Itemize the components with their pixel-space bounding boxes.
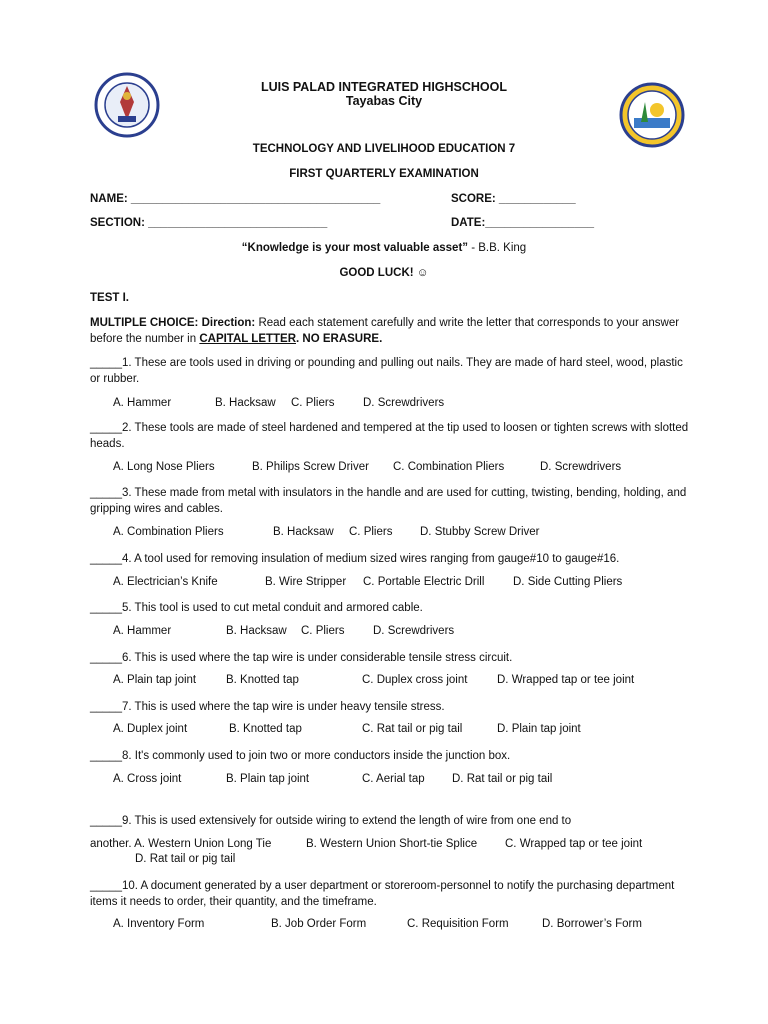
choice: D. Screwdrivers (363, 397, 445, 409)
choice: D. Rat tail or pig tail (452, 773, 553, 785)
question-2: _____2. These tools are made of steel hardened and tempered at the tip used to loosen or tighten screws with slotted heads. (90, 422, 689, 450)
name-field: NAME: _______________________________________ (90, 193, 381, 205)
school-city: Tayabas City (345, 94, 423, 108)
choice: C. Rat tail or pig tail (362, 723, 463, 735)
choice: A. Cross joint (113, 773, 182, 785)
question-7: _____7. This is used where the tap wire is under heavy tensile stress. (90, 701, 445, 713)
choice: D. Wrapped tap or tee joint (497, 674, 635, 686)
quote-text: “Knowledge is your most valuable asset” (241, 242, 469, 254)
choice: A. Hammer (113, 397, 172, 409)
choice: C. Requisition Form (407, 918, 509, 930)
question-4: _____4. A tool used for removing insulation of medium sized wires ranging from gauge#10 to gauge#16. (90, 553, 620, 565)
choice: C. Combination Pliers (393, 461, 505, 473)
question-6: _____6. This is used where the tap wire is under considerable tensile stress circuit. (90, 652, 513, 664)
choice: A. Hammer (113, 625, 172, 637)
question-3: _____3. These made from metal with insulators in the handle and are used for cutting, twisting, bending, holding, and gripping wires and cables. (90, 487, 687, 515)
exam-title: FIRST QUARTERLY EXAMINATION (289, 168, 479, 180)
test-title: TEST I. (90, 292, 129, 304)
choice: C. Duplex cross joint (362, 674, 468, 686)
choice: A. Electrician’s Knife (113, 576, 218, 588)
subject-title: TECHNOLOGY AND LIVELIHOOD EDUCATION 7 (252, 143, 516, 155)
question-1: _____1. These are tools used in driving or pounding and pulling out nails. They are made of hard steel, wood, plastic or rubber. (90, 357, 683, 385)
choice: D. Stubby Screw Driver (420, 526, 540, 538)
question-9: _____9. This is used extensively for outside wiring to extend the length of wire from one end to (90, 815, 572, 827)
choice: A. Inventory Form (113, 918, 205, 930)
score-field: SCORE: ____________ (451, 193, 576, 205)
quote (0, 242, 768, 254)
choice: B. Wire Stripper (265, 576, 347, 588)
question-5: _____5. This tool is used to cut metal conduit and armored cable. (90, 602, 423, 614)
question-8: _____8. It's commonly used to join two or more conductors inside the junction box. (90, 750, 511, 762)
choice: B. Western Union Short-tie Splice (306, 838, 478, 850)
choice: B. Job Order Form (271, 918, 367, 930)
choice: B. Knotted tap (226, 674, 299, 686)
choice: B. Plain tap joint (226, 773, 310, 785)
choice: D. Borrower’s Form (542, 918, 642, 930)
choice: B. Hacksaw (226, 625, 287, 637)
choice: A. Plain tap joint (113, 674, 197, 686)
choice: C. Aerial tap (362, 773, 425, 785)
choice: B. Hacksaw (215, 397, 276, 409)
choice: D. Screwdrivers (373, 625, 455, 637)
good-luck: GOOD LUCK! ☺ (339, 267, 429, 279)
capital-letter-text: CAPITAL LETTER (199, 333, 297, 345)
choice: D. Screwdrivers (540, 461, 622, 473)
quote-author: - B.B. King (468, 242, 527, 254)
school-name: LUIS PALAD INTEGRATED HIGHSCHOOL (260, 80, 508, 94)
choice: C. Pliers (291, 397, 335, 409)
choice: A. Duplex joint (113, 723, 188, 735)
choice: C. Pliers (349, 526, 393, 538)
section-field: SECTION: ____________________________ (90, 217, 328, 229)
choice: D. Side Cutting Pliers (513, 576, 623, 588)
direction-text: Read each statement carefully and write the letter that corresponds to your answer before the number in (90, 317, 680, 345)
choice: B. Knotted tap (229, 723, 302, 735)
choice: B. Philips Screw Driver (252, 461, 369, 473)
question-10: _____10. A document generated by a user department or storeroom-personnel to notify the purchasing department items it needs to order, their quantity, and the timeframe. (90, 880, 675, 908)
choice: B. Hacksaw (273, 526, 334, 538)
no-erasure-text: . NO ERASURE. (296, 333, 383, 345)
choice: D. Plain tap joint (497, 723, 581, 735)
test-directions (90, 315, 690, 347)
school-header (0, 80, 768, 108)
direction-label: MULTIPLE CHOICE: Direction: (90, 317, 256, 329)
choice: A. Combination Pliers (113, 526, 224, 538)
choice: D. Rat tail or pig tail (135, 853, 236, 865)
choice: A. Long Nose Pliers (113, 461, 215, 473)
choice: C. Wrapped tap or tee joint (505, 838, 643, 850)
choice: C. Portable Electric Drill (363, 576, 485, 588)
choice: C. Pliers (301, 625, 345, 637)
choice: another. A. Western Union Long Tie (90, 838, 272, 850)
date-field: DATE:_________________ (451, 217, 595, 229)
